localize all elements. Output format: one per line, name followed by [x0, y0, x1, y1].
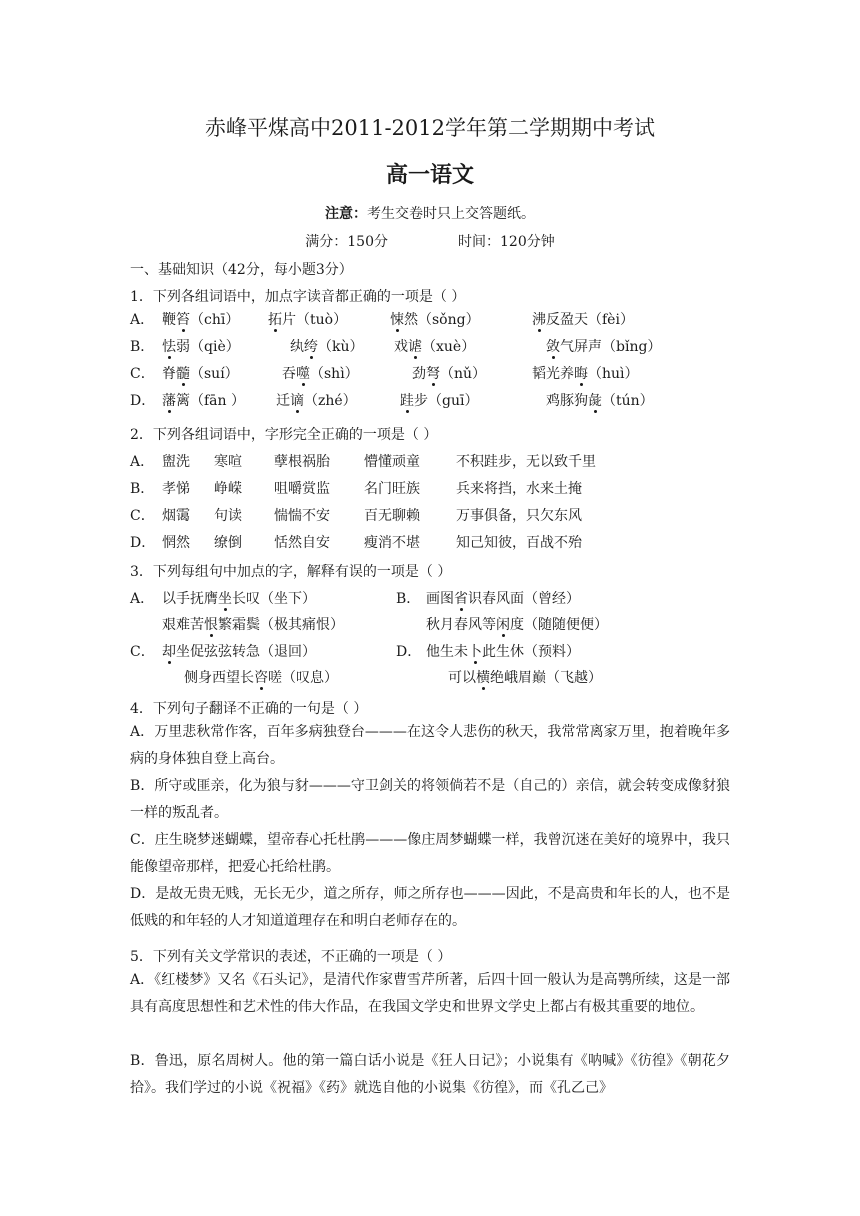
exam-subject: 高一语文	[385, 163, 474, 188]
q1-option-label: A．	[130, 312, 155, 328]
q3-b2: 秋月春风等闲度（随随便便）	[426, 614, 608, 634]
q1-option-item: 沸反盈天（fèi）	[532, 309, 634, 329]
q3-option-label: A．	[130, 591, 155, 607]
q5-option-b: B．鲁迅，原名周树人。他的第一篇白话小说是《狂人日记》；小说集有《呐喊》《彷徨》《朝花夕拾》。我们学过的小说《祝福》《药》就选自他的小说集《彷徨》，而《孔乙己》	[130, 1053, 730, 1096]
q1-option-item: 鞭笞（chī）	[162, 309, 239, 329]
q1-option-item: 吞噬（shì）	[282, 363, 359, 383]
score-time-line	[0, 231, 860, 251]
q2-option-item: 寒喧	[214, 454, 242, 470]
q4-option-b: B．所守或匪亲，化为狼与豺———守卫剑关的将领倘若不是（自己的）亲信，就会转变成像豺狼一样的叛乱者。	[130, 778, 730, 821]
q1-option-item: 劲弩（nǔ）	[412, 363, 486, 383]
q1-option-item: 纨绔（kù）	[290, 336, 364, 356]
q2-option-item: 孝悌	[162, 481, 190, 497]
q3-stem: 3．下列每组句中加点的字，解释有误的一项是（ ）	[130, 564, 452, 580]
q3-c2: 侧身西望长咨嗟（叹息）	[184, 667, 338, 687]
q1-option-item: 悚然（sǒng）	[390, 309, 480, 329]
q2-option-item: 不积跬步，无以致千里	[456, 454, 596, 470]
q2-option-item: 知己知彼，百战不殆	[456, 535, 582, 551]
section-title: 一、基础知识（42分，每小题3分）	[130, 262, 353, 278]
note-text: 考生交卷时只上交答题纸。	[367, 206, 535, 222]
q2-option-item: 孽根祸胎	[274, 454, 330, 470]
q1-option-item: 戏谑（xuè）	[394, 336, 475, 356]
q4-option-c: C．庄生晓梦迷蝴蝶，望帝春心托杜鹃———像庄周梦蝴蝶一样，我曾沉迷在美好的境界中，我只能像望帝那样，把爱心托给杜鹃。	[130, 832, 730, 875]
q3-d1: 他生未卜此生休（预料）	[426, 641, 580, 661]
q3-option-label: D．	[396, 644, 422, 660]
q2-option-label: D．	[130, 535, 156, 551]
q2-option-item: 惴惴不安	[274, 508, 330, 524]
q1-option-item: 韬光养晦（huì）	[532, 363, 639, 383]
q3-b1: 画图省识春风面（曾经）	[426, 588, 580, 608]
q1-option-item: 脊髓（suí）	[162, 363, 239, 383]
exam-title: 赤峰平煤高中2011-2012学年第二学期期中考试	[205, 116, 655, 140]
q4-stem: 4．下列句子翻译不正确的一句是（ ）	[130, 701, 368, 717]
q1-option-label: D．	[130, 393, 156, 409]
q1-option-item: 拓片（tuò）	[268, 309, 347, 329]
q2-option-item: 懵懂顽童	[364, 454, 420, 470]
exam-time: 时间：120分钟	[458, 234, 555, 250]
q1-option-item: 藩篱（fān ）	[162, 390, 245, 410]
q3-c1: 却坐促弦弦转急（退回）	[162, 641, 316, 661]
exam-note	[0, 203, 860, 223]
q2-option-item: 烟霭	[162, 508, 190, 524]
q3-a1: 以手抚膺坐长叹（坐下）	[162, 588, 316, 608]
q4-option-a: A．万里悲秋常作客，百年多病独登台———在这令人悲伤的秋天，我常常离家万里，抱着晚年多病的身体独自登上高台。	[130, 724, 730, 767]
q3-option-label: B．	[396, 591, 421, 607]
q2-option-item: 缭倒	[214, 535, 242, 551]
q5-stem: 5．下列有关文学常识的表述，不正确的一项是（ ）	[130, 949, 452, 965]
q2-option-item: 名门旺族	[364, 481, 420, 497]
q2-option-item: 惘然	[162, 535, 190, 551]
q1-stem: 1．下列各组词语中，加点字读音都正确的一项是（ ）	[130, 289, 466, 305]
q1-option-item: 怯弱（qiè）	[162, 336, 240, 356]
q3-a2: 艰难苦恨繁霜鬓（极其痛恨）	[162, 614, 344, 634]
full-score: 满分：150分	[305, 234, 388, 250]
q3-d2: 可以横绝峨眉巅（飞越）	[448, 667, 602, 687]
q5-option-a: A．《红楼梦》又名《石头记》，是清代作家曹雪芹所著，后四十回一般认为是高鹗所续，这是一部具有高度思想性和艺术性的伟大作品，在我国文学史和世界文学史上都占有极其重要的地位。	[130, 972, 730, 1015]
q1-option-label: C．	[130, 366, 155, 382]
q2-option-item: 句读	[214, 508, 242, 524]
q2-option-item: 峥嵘	[214, 481, 242, 497]
q2-option-item: 兵来将挡，水来土掩	[456, 481, 582, 497]
q2-option-label: A．	[130, 454, 155, 470]
q2-option-item: 盥洗	[162, 454, 190, 470]
q1-option-label: B．	[130, 339, 155, 355]
q1-option-item: 迁谪（zhé）	[276, 390, 357, 410]
q1-option-item: 敛气屏声（bǐng）	[546, 336, 661, 356]
q1-option-item: 跬步（guī）	[400, 390, 478, 410]
q2-option-label: C．	[130, 508, 155, 524]
q4-option-d: D．是故无贵无贱，无长无少，道之所存，师之所存也———因此，不是高贵和年长的人，也不是低贱的和年轻的人才知道道理存在和明白老师存在的。	[130, 886, 730, 929]
q2-option-item: 恬然自安	[274, 535, 330, 551]
note-label: 注意：	[325, 206, 367, 222]
q2-stem: 2．下列各组词语中，字形完全正确的一项是（ ）	[130, 427, 438, 443]
q2-option-item: 百无聊赖	[364, 508, 420, 524]
q2-option-item: 瘦消不堪	[364, 535, 420, 551]
q1-option-item: 鸡豚狗彘（tún）	[546, 390, 654, 410]
q2-option-label: B．	[130, 481, 155, 497]
q2-option-item: 万事俱备，只欠东风	[456, 508, 582, 524]
q3-option-label: C．	[130, 644, 155, 660]
q2-option-item: 咀嚼赏监	[274, 481, 330, 497]
